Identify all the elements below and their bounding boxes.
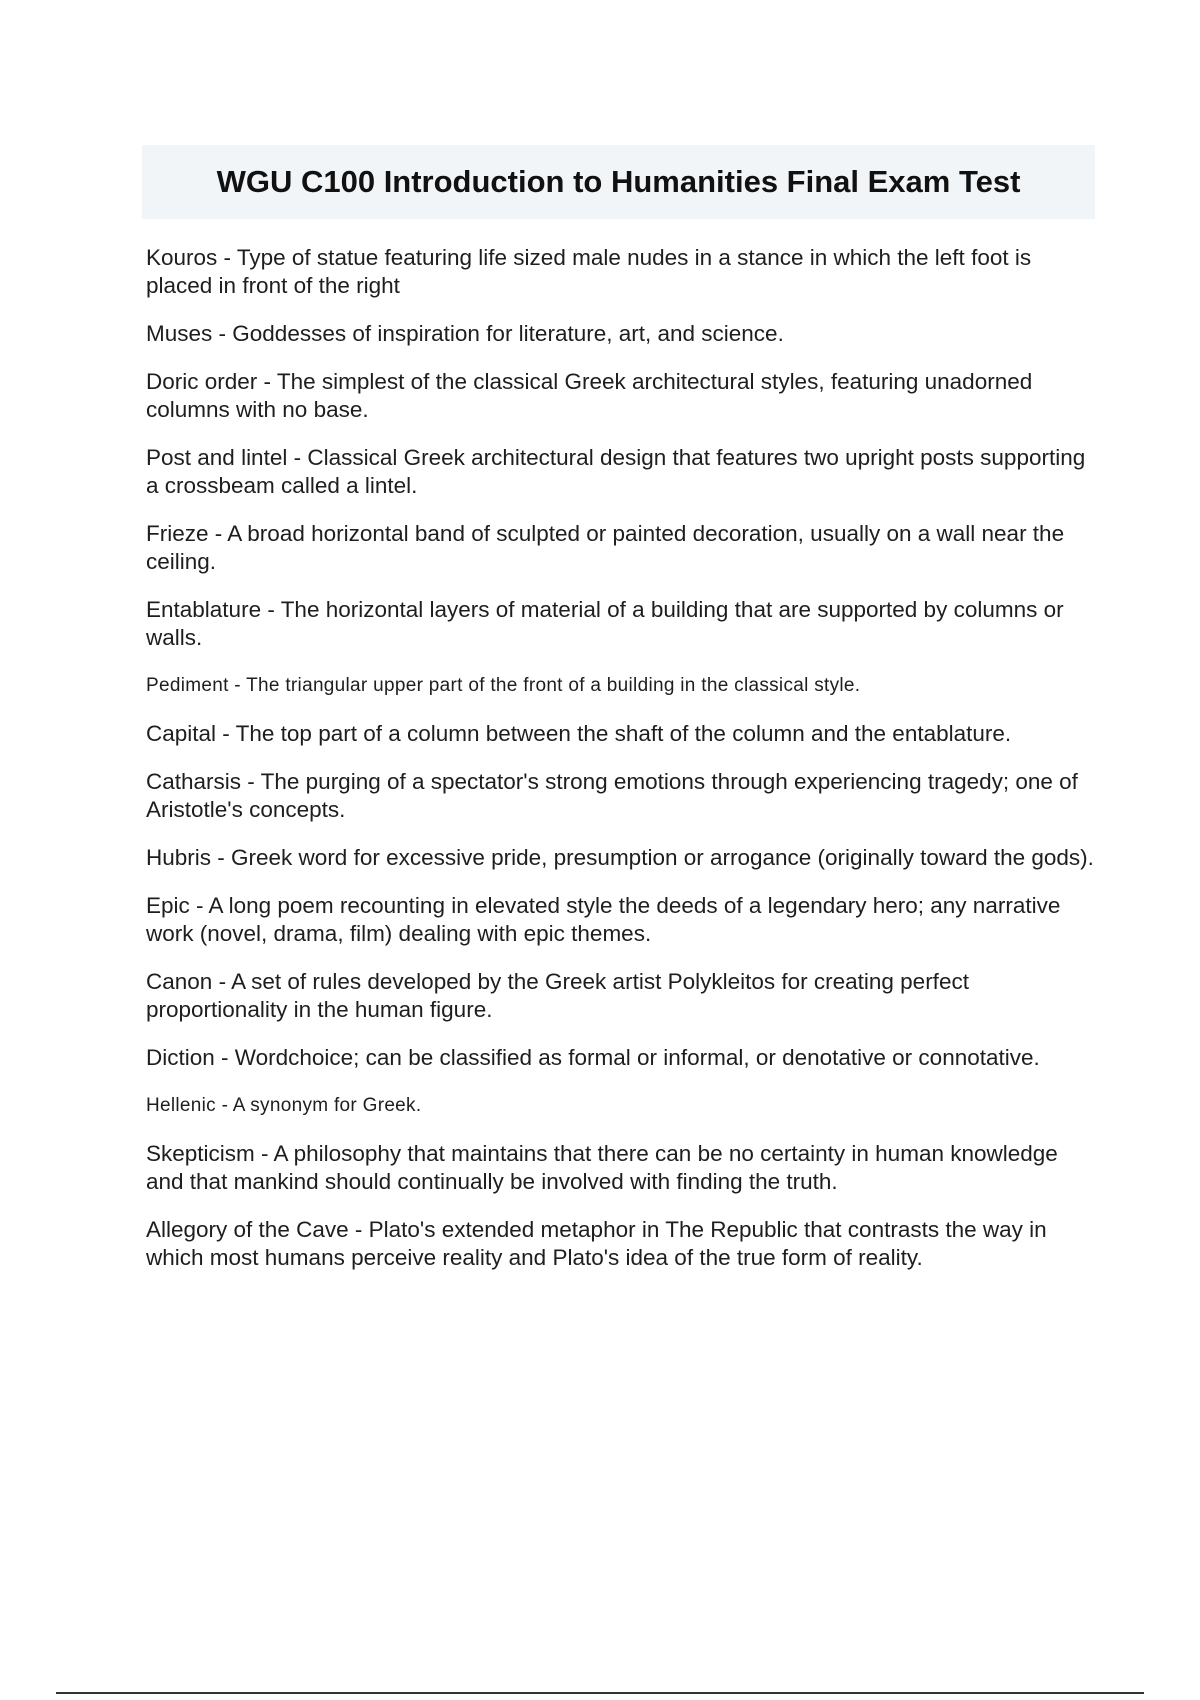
entry-term: Skepticism <box>146 1141 255 1166</box>
entry-separator: - <box>208 521 228 546</box>
entry-definition: A broad horizontal band of sculpted or painted decoration, usually on a wall near the ceiling. <box>146 521 1065 574</box>
entry-separator: - <box>216 721 236 746</box>
entry-term: Post and lintel <box>146 445 288 470</box>
glossary-entry <box>146 596 1096 652</box>
entry-separator: - <box>257 369 277 394</box>
entry-separator: - <box>211 845 232 870</box>
entry-separator: - <box>287 445 308 470</box>
entry-definition: The purging of a spectator's strong emotions through experiencing tragedy; one of Aristotle's concepts. <box>146 769 1078 822</box>
entry-term: Muses <box>146 321 213 346</box>
entry-term: Kouros <box>146 245 218 270</box>
entry-term: Capital <box>146 721 217 746</box>
entry-definition: Goddesses of inspiration for literature, art, and science. <box>232 321 784 346</box>
title-band <box>142 145 1095 219</box>
entry-separator: - <box>261 597 281 622</box>
entry-separator: - <box>348 1217 369 1242</box>
glossary-entry <box>146 768 1096 824</box>
entry-definition: Classical Greek architectural design that features two upright posts supporting a crossbeam called a lintel. <box>146 445 1086 498</box>
glossary-entry <box>146 368 1096 424</box>
entry-definition: Type of statue featuring life sized male nudes in a stance in which the left foot is placed in front of the right <box>146 245 1032 298</box>
glossary-entry <box>146 1092 1096 1120</box>
glossary-entry <box>146 444 1096 500</box>
entry-separator: - <box>241 769 261 794</box>
entry-term: Frieze <box>146 521 209 546</box>
entry-definition: A philosophy that maintains that there can be no certainty in human knowledge and that mankind should continually be involved with finding the truth. <box>146 1141 1058 1194</box>
entry-separator: - <box>189 893 209 918</box>
footer-divider <box>56 1692 1144 1694</box>
glossary-entry <box>146 1140 1096 1196</box>
glossary-entry <box>146 968 1096 1024</box>
entry-term: Entablature <box>146 597 262 622</box>
glossary-entry <box>146 244 1096 300</box>
entry-definition: The simplest of the classical Greek architectural styles, featuring unadorned columns with no base. <box>146 369 1033 422</box>
entry-separator: - <box>216 1095 233 1116</box>
entry-definition: Greek word for excessive pride, presumption or arrogance (originally toward the gods). <box>231 845 1094 870</box>
entry-separator: - <box>214 1045 235 1070</box>
entry-separator: - <box>212 321 233 346</box>
entry-term: Hellenic <box>146 1095 216 1116</box>
entry-definition: The horizontal layers of material of a building that are supported by columns or walls. <box>146 597 1064 650</box>
entry-definition: Plato's extended metaphor in The Republic that contrasts the way in which most humans perceive reality and Plato's idea of the true form of reality. <box>146 1217 1047 1270</box>
entry-separator: - <box>228 675 247 696</box>
glossary-entry <box>146 1044 1096 1072</box>
entry-term: Doric order <box>146 369 258 394</box>
entry-definition: Wordchoice; can be classified as formal or informal, or denotative or connotative. <box>234 1045 1040 1070</box>
entry-separator: - <box>212 969 232 994</box>
glossary-entry <box>146 520 1096 576</box>
glossary-list <box>146 244 1096 1292</box>
entry-term: Epic <box>146 893 190 918</box>
entry-term: Hubris <box>146 845 212 870</box>
entry-term: Catharsis <box>146 769 242 794</box>
entry-term: Allegory of the Cave <box>146 1217 349 1242</box>
entry-definition: A long poem recounting in elevated style the deeds of a legendary hero; any narrative work (novel, drama, film) dealing with epic themes. <box>146 893 1061 946</box>
entry-definition: A set of rules developed by the Greek artist Polykleitos for creating perfect proportionality in the human figure. <box>146 969 969 1022</box>
entry-term: Diction <box>146 1045 215 1070</box>
entry-term: Pediment <box>146 675 229 696</box>
entry-term: Canon <box>146 969 213 994</box>
entry-definition: The top part of a column between the shaft of the column and the entablature. <box>235 721 1012 746</box>
glossary-entry <box>146 672 1096 700</box>
entry-definition: A synonym for Greek. <box>232 1095 422 1116</box>
glossary-entry <box>146 892 1096 948</box>
glossary-entry <box>146 720 1096 748</box>
document-title: WGU C100 Introduction to Humanities Final Exam Test <box>216 164 1021 199</box>
glossary-entry <box>146 844 1096 872</box>
entry-separator: - <box>217 245 237 270</box>
entry-separator: - <box>254 1141 274 1166</box>
glossary-entry <box>146 320 1096 348</box>
glossary-entry <box>146 1216 1096 1272</box>
entry-definition: The triangular upper part of the front of a building in the classical style. <box>246 675 861 696</box>
